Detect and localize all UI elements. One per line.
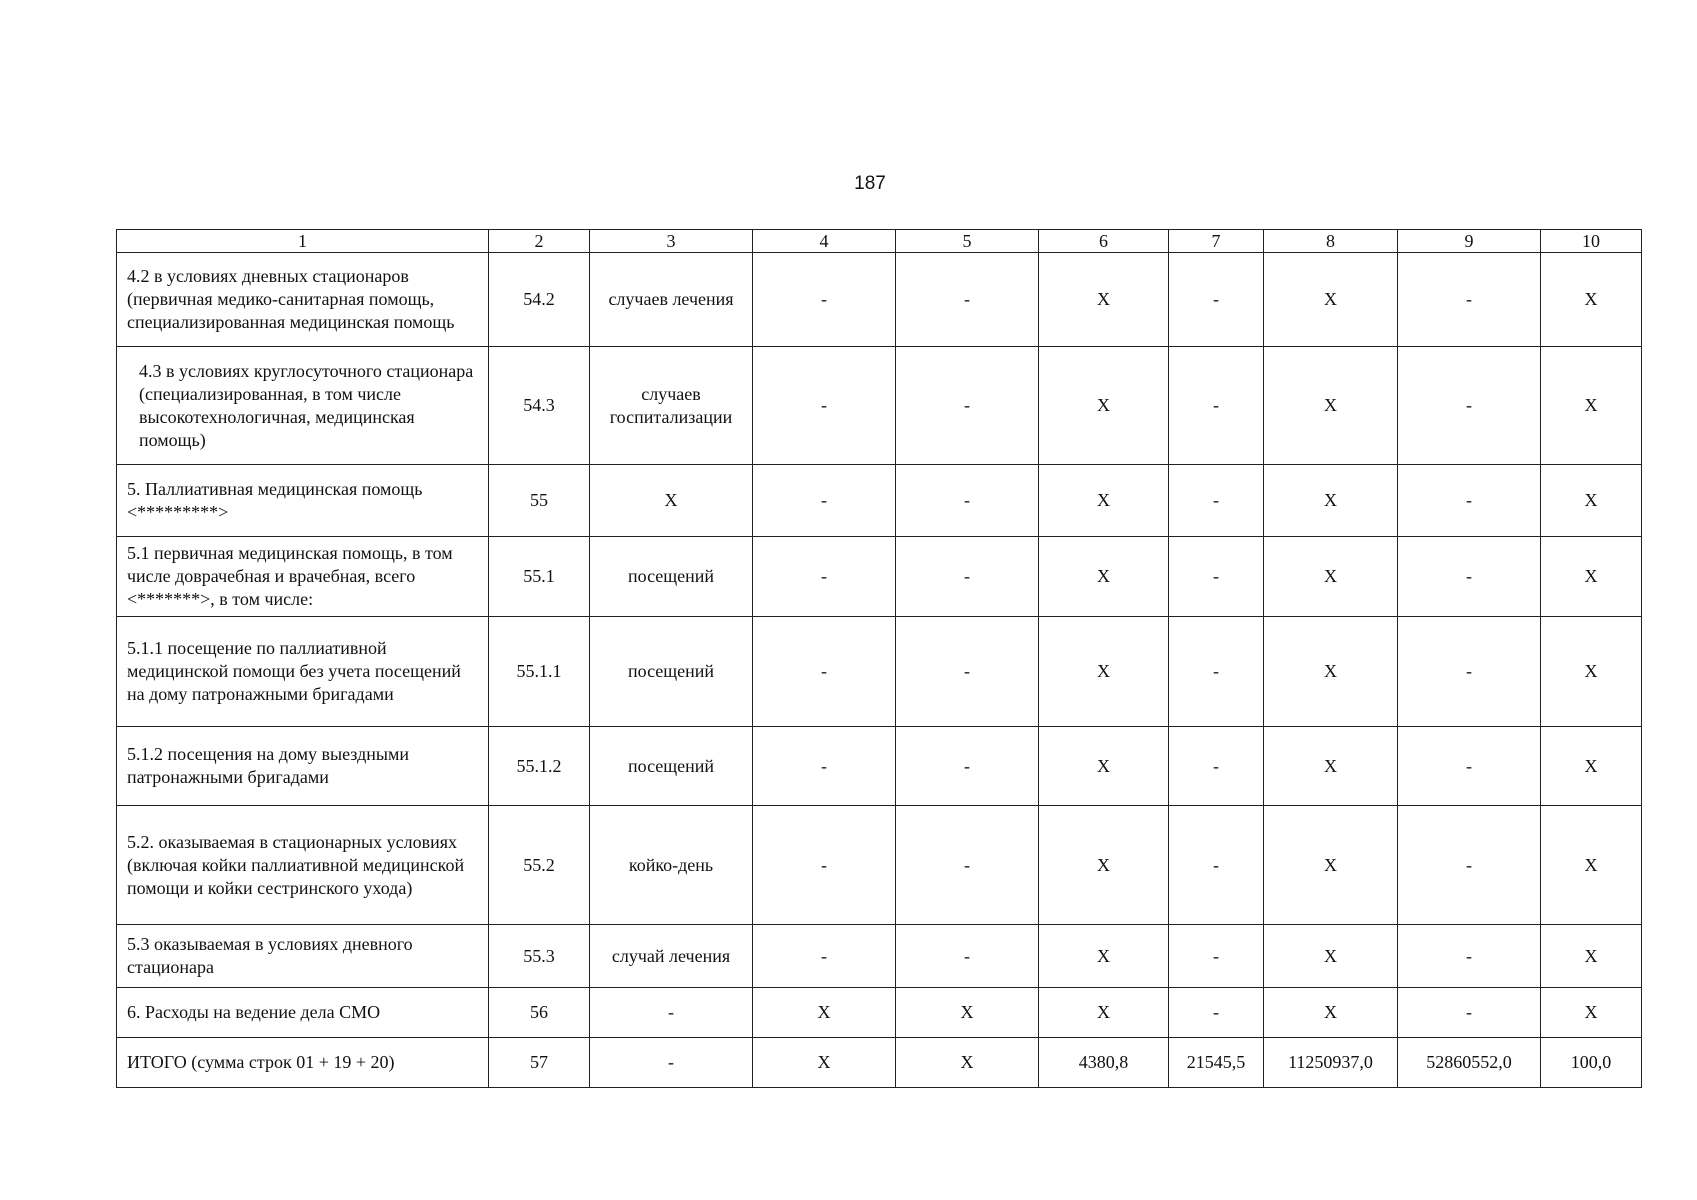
- table-row: [117, 537, 1642, 617]
- row-label: 5.1.2 посещения на дому выездными патронажными бригадами: [117, 727, 489, 806]
- table-cell: X: [1264, 988, 1398, 1038]
- row-unit: посещений: [590, 727, 753, 806]
- table-cell: -: [1169, 617, 1264, 727]
- table-cell: X: [1039, 253, 1169, 347]
- table-cell: X: [1541, 347, 1642, 465]
- table-cell: X: [1039, 617, 1169, 727]
- table-cell: -: [753, 925, 896, 988]
- table-cell: X: [1541, 727, 1642, 806]
- table-cell: -: [1169, 988, 1264, 1038]
- row-unit: посещений: [590, 537, 753, 617]
- table-cell: -: [1169, 537, 1264, 617]
- column-header: 6: [1039, 230, 1169, 253]
- table-cell: -: [896, 537, 1039, 617]
- table-cell: 11250937,0: [1264, 1038, 1398, 1088]
- table-row: [117, 465, 1642, 537]
- table-cell: 100,0: [1541, 1038, 1642, 1088]
- table-cell: -: [1398, 537, 1541, 617]
- row-code: 55.1.2: [489, 727, 590, 806]
- table-cell: X: [1264, 925, 1398, 988]
- row-label: 5.1 первичная медицинская помощь, в том числе доврачебная и врачебная, всего <*******>, в том числе:: [117, 537, 489, 617]
- table-cell: X: [1264, 537, 1398, 617]
- table-cell: -: [753, 347, 896, 465]
- table-cell: X: [1541, 465, 1642, 537]
- row-unit: посещений: [590, 617, 753, 727]
- table-cell: X: [1039, 988, 1169, 1038]
- row-code: 54.3: [489, 347, 590, 465]
- table-cell: X: [896, 1038, 1039, 1088]
- table-cell: X: [1039, 727, 1169, 806]
- table-cell: -: [896, 617, 1039, 727]
- table-cell: -: [1398, 925, 1541, 988]
- row-code: 56: [489, 988, 590, 1038]
- row-label: 5.3 оказываемая в условиях дневного стационара: [117, 925, 489, 988]
- table-cell: 21545,5: [1169, 1038, 1264, 1088]
- row-unit: случаев госпитализации: [590, 347, 753, 465]
- row-label: ИТОГО (сумма строк 01 + 19 + 20): [117, 1038, 489, 1088]
- table-cell: X: [1541, 253, 1642, 347]
- table-cell: -: [1398, 253, 1541, 347]
- row-unit: -: [590, 1038, 753, 1088]
- column-header: 3: [590, 230, 753, 253]
- table-cell: X: [1039, 347, 1169, 465]
- table-cell: -: [1169, 465, 1264, 537]
- table-cell: -: [1169, 806, 1264, 925]
- row-unit: случаев лечения: [590, 253, 753, 347]
- column-header: 9: [1398, 230, 1541, 253]
- table-cell: -: [753, 253, 896, 347]
- table-cell: -: [1169, 347, 1264, 465]
- row-code: 55.1: [489, 537, 590, 617]
- row-label: 5.1.1 посещение по паллиативной медицинской помощи без учета посещений на дому патронажными бригадами: [117, 617, 489, 727]
- table-row: [117, 988, 1642, 1038]
- table-cell: 52860552,0: [1398, 1038, 1541, 1088]
- table-row: [117, 806, 1642, 925]
- table-cell: -: [896, 925, 1039, 988]
- row-unit: X: [590, 465, 753, 537]
- table-cell: X: [1039, 925, 1169, 988]
- table-row: [117, 253, 1642, 347]
- column-header: 5: [896, 230, 1039, 253]
- table-cell: 4380,8: [1039, 1038, 1169, 1088]
- table-cell: X: [896, 988, 1039, 1038]
- table-cell: -: [1398, 727, 1541, 806]
- row-label: 5. Паллиативная медицинская помощь <*********>: [117, 465, 489, 537]
- table-cell: X: [1264, 617, 1398, 727]
- table-row: [117, 617, 1642, 727]
- row-label: 6. Расходы на ведение дела СМО: [117, 988, 489, 1038]
- table-cell: -: [1398, 806, 1541, 925]
- column-header: 1: [117, 230, 489, 253]
- table-cell: -: [1398, 617, 1541, 727]
- column-header: 4: [753, 230, 896, 253]
- table-cell: X: [1541, 988, 1642, 1038]
- table-cell: X: [753, 1038, 896, 1088]
- row-unit: случай лечения: [590, 925, 753, 988]
- column-header: 2: [489, 230, 590, 253]
- table-cell: -: [896, 727, 1039, 806]
- table-row: [117, 727, 1642, 806]
- row-label: 4.3 в условиях круглосуточного стационара (специализированная, в том числе высокотехнологичная, медицинская помощь): [117, 347, 489, 465]
- page-number: 187: [854, 173, 886, 194]
- table-cell: X: [1541, 925, 1642, 988]
- data-table: [116, 229, 1642, 1088]
- table-row: [117, 347, 1642, 465]
- table-cell: X: [1039, 465, 1169, 537]
- row-label: 4.2 в условиях дневных стационаров (первичная медико-санитарная помощь, специализированная медицинская помощь: [117, 253, 489, 347]
- table-cell: X: [1541, 617, 1642, 727]
- row-code: 55.2: [489, 806, 590, 925]
- table-cell: -: [753, 537, 896, 617]
- column-header: 7: [1169, 230, 1264, 253]
- table-cell: -: [753, 617, 896, 727]
- table-cell: -: [1398, 988, 1541, 1038]
- table-cell: -: [1169, 727, 1264, 806]
- row-unit: -: [590, 988, 753, 1038]
- table-cell: X: [1541, 537, 1642, 617]
- column-header: 8: [1264, 230, 1398, 253]
- column-number-row: [117, 230, 1642, 253]
- table-cell: -: [1398, 465, 1541, 537]
- table-cell: -: [753, 465, 896, 537]
- table-cell: X: [1541, 806, 1642, 925]
- table-cell: X: [753, 988, 896, 1038]
- table-cell: X: [1264, 806, 1398, 925]
- table-cell: X: [1264, 253, 1398, 347]
- table-cell: -: [1169, 253, 1264, 347]
- table-cell: -: [1398, 347, 1541, 465]
- row-code: 54.2: [489, 253, 590, 347]
- row-unit: койко-день: [590, 806, 753, 925]
- table-cell: X: [1264, 727, 1398, 806]
- table-cell: X: [1039, 806, 1169, 925]
- row-code: 55.3: [489, 925, 590, 988]
- row-label: 5.2. оказываемая в стационарных условиях (включая койки паллиативной медицинской помощи и койки сестринского ухода): [117, 806, 489, 925]
- table-cell: -: [896, 806, 1039, 925]
- column-header: 10: [1541, 230, 1642, 253]
- table-cell: X: [1039, 537, 1169, 617]
- table-row-total: [117, 1038, 1642, 1088]
- table-cell: -: [896, 253, 1039, 347]
- table-cell: -: [753, 806, 896, 925]
- table-cell: -: [896, 347, 1039, 465]
- table-cell: -: [753, 727, 896, 806]
- table-cell: -: [896, 465, 1039, 537]
- row-code: 55.1.1: [489, 617, 590, 727]
- table-cell: -: [1169, 925, 1264, 988]
- table-cell: X: [1264, 465, 1398, 537]
- table-row: [117, 925, 1642, 988]
- table-cell: X: [1264, 347, 1398, 465]
- row-code: 57: [489, 1038, 590, 1088]
- row-code: 55: [489, 465, 590, 537]
